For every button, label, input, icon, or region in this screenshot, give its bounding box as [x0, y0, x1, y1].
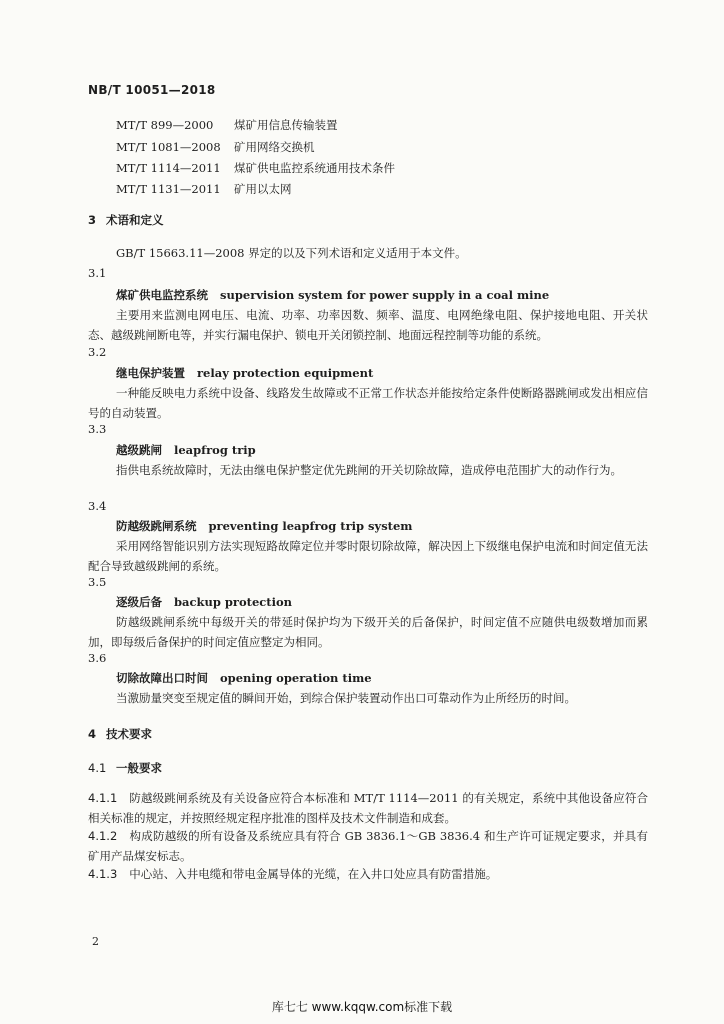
term-title: 继电保护装置 relay protection equipment — [116, 366, 374, 380]
term-number: 3.4 — [88, 499, 107, 513]
clause: 4.1.2 构成防越级的所有设备及系统应具有符合 GB 3836.1～GB 3836.4 和生产许可证规定要求，并具有矿用产品煤安标志。 — [88, 829, 648, 863]
subsection-heading: 4.1 一般要求 — [88, 761, 162, 775]
term-number: 3.6 — [88, 651, 107, 665]
reference-item: MT/T 1114—2011 煤矿供电监控系统通用技术条件 — [116, 161, 395, 175]
term-definition: 防越级跳闸系统中每级开关的带延时保护均为下级开关的后备保护，时间定值不应随供电级数增加而累加，即每级后备保护的时间定值应整定为相同。 — [88, 615, 648, 649]
reference-item: MT/T 1081—2008 矿用网络交换机 — [116, 140, 315, 154]
term-definition: 主要用来监测电网电压、电流、功率、功率因数、频率、温度、电网绝缘电阻、保护接地电阻、开关状态、越级跳闸断电等，并实行漏电保护、锁电开关闭锁控制、地面远程控制等功能的系统。 — [88, 308, 648, 342]
reference-item: MT/T 899—2000 煤矿用信息传输装置 — [116, 118, 338, 132]
term-definition: 采用网络智能识别方法实现短路故障定位并零时限切除故障，解决因上下级继电保护电流和时间定值无法配合导致越级跳闸的系统。 — [88, 539, 648, 573]
section-heading: 4 技术要求 — [88, 727, 152, 741]
term-definition: 指供电系统故障时，无法由继电保护整定优先跳闸的开关切除故障，造成停电范围扩大的动作行为。 — [116, 463, 622, 477]
page-number: 2 — [92, 935, 99, 948]
term-number: 3.2 — [88, 345, 107, 359]
term-title: 煤矿供电监控系统 supervision system for power supply in a coal mine — [116, 288, 550, 302]
reference-item: MT/T 1131—2011 矿用以太网 — [116, 182, 292, 196]
clause: 4.1.3 中心站、入井电缆和带电金属导体的光缆，在入井口处应具有防雷措施。 — [88, 867, 498, 881]
term-definition: 一种能反映电力系统中设备、线路发生故障或不正常工作状态并能按给定条件使断路器跳闸或发出相应信号的自动装置。 — [88, 386, 648, 420]
term-title: 越级跳闸 leapfrog trip — [116, 443, 256, 457]
standard-number-header: NB/T 10051—2018 — [88, 83, 216, 97]
term-title: 切除故障出口时间 opening operation time — [116, 671, 372, 685]
term-number: 3.3 — [88, 422, 107, 436]
term-title: 逐级后备 backup protection — [116, 595, 292, 609]
term-number: 3.5 — [88, 575, 107, 589]
section-heading: 3 术语和定义 — [88, 213, 164, 227]
term-definition: 当激励量突变至规定值的瞬间开始，到综合保护装置动作出口可靠动作为止所经历的时间。 — [116, 691, 576, 705]
download-footer: 库七七 www.kqqw.com标准下载 — [271, 1000, 453, 1014]
term-number: 3.1 — [88, 266, 107, 280]
section-intro: GB/T 15663.11—2008 界定的以及下列术语和定义适用于本文件。 — [116, 246, 467, 260]
term-title: 防越级跳闸系统 preventing leapfrog trip system — [116, 519, 413, 533]
clause: 4.1.1 防越级跳闸系统及有关设备应符合本标准和 MT/T 1114—2011 的有关规定，系统中其他设备应符合相关标准的规定，并按照经规定程序批准的图样及技术文件制造和成套。 — [88, 791, 648, 825]
